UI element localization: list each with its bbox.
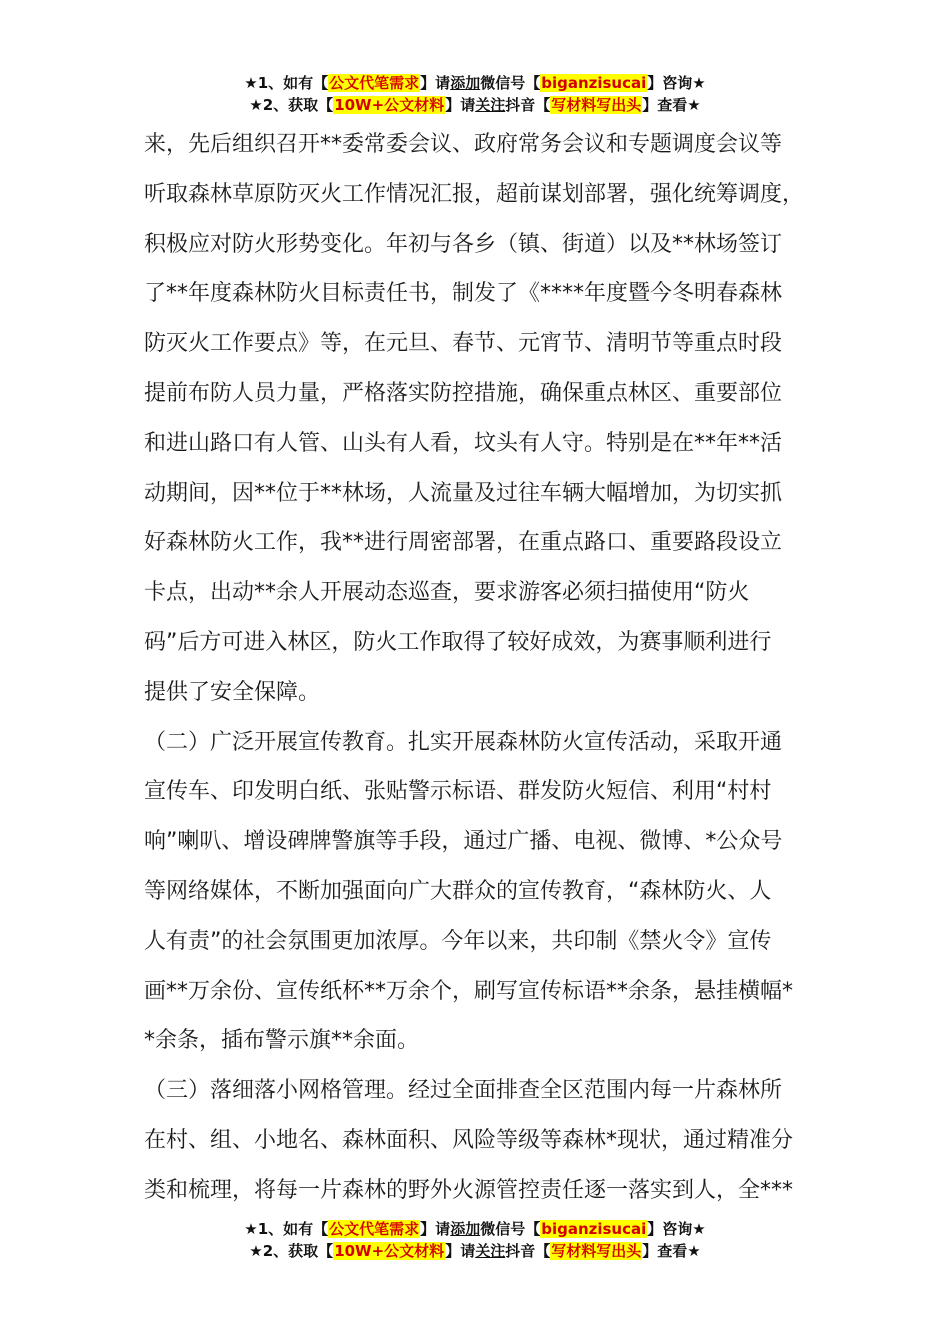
text-line: 卡点，出动**余人开展动态巡查，要求游客必须扫描使用“防火 <box>144 580 750 606</box>
text-line: 防灭火工作要点》等，在元旦、春节、元宵节、清明节等重点时段 <box>144 331 783 357</box>
text-line: 积极应对防火形势变化。年初与各乡（镇、街道）以及**林场签订 <box>144 231 783 257</box>
highlight-douyin-id: 写材料写出头 <box>551 1242 642 1260</box>
banner-line-2: ★2、获取【10W+公文材料】请关注抖音【写材料写出头】查看★ <box>249 1242 701 1260</box>
text-line: 宣传车、印发明白纸、张贴警示标语、群发防火短信、利用“村村 <box>144 779 772 805</box>
text-line: 了**年度森林防火目标责任书，制发了《****年度暨今冬明春森林 <box>144 281 783 307</box>
highlight-wechat-id: biganzisucai <box>541 1220 647 1238</box>
highlight-douyin-id: 写材料写出头 <box>551 96 642 114</box>
text-line: 画**万余份、宣传纸杯**万余个，刷写宣传标语**余条，悬挂横幅* <box>144 978 794 1004</box>
text-line: 和进山路口有人管、山头有人看，坟头有人守。特别是在**年**活 <box>144 430 783 456</box>
text-line: 提供了安全保障。 <box>144 679 321 705</box>
text-line: 动期间，因**位于**林场，人流量及过往车辆大幅增加，为切实抓 <box>144 480 783 506</box>
document-body <box>144 120 834 1216</box>
highlight-wechat-id: biganzisucai <box>541 74 647 92</box>
banner-line-1: ★1、如有【公文代笔需求】请添加微信号【biganzisucai】咨询★ <box>244 1220 706 1238</box>
text-line: 来，先后组织召开**委常委会议、政府常务会议和专题调度会议等 <box>144 132 783 157</box>
footer-banner <box>0 1218 950 1262</box>
text-line: 提前布防人员力量，严格落实防控措施，确保重点林区、重要部位 <box>144 380 783 406</box>
text-line: 好森林防火工作，我**进行周密部署，在重点路口、重要路段设立 <box>144 530 783 556</box>
section-heading-2: （二）广泛开展宣传教育。扎实开展森林防火宣传活动，采取开通 <box>144 729 783 755</box>
text-line: 类和梳理，将每一片森林的野外火源管控责任逐一落实到人，全*** <box>144 1177 794 1203</box>
text-line: 响”喇叭、增设碑牌警旗等手段，通过广播、电视、微博、*公众号 <box>144 829 783 855</box>
text-line: *余条，插布警示旗**余面。 <box>144 1028 420 1054</box>
highlight-materials: 10W+公文材料 <box>334 96 445 114</box>
text-line: 码”后方可进入林区，防火工作取得了较好成效，为赛事顺利进行 <box>144 629 772 655</box>
highlight-materials: 10W+公文材料 <box>334 1242 445 1260</box>
text-line: 等网络媒体，不断加强面向广大群众的宣传教育，“森林防火、人 <box>144 878 772 904</box>
section-heading-3: （三）落细落小网格管理。经过全面排查全区范围内每一片森林所 <box>144 1078 783 1104</box>
highlight-service: 公文代笔需求 <box>329 1220 420 1238</box>
text-line: 在村、组、小地名、森林面积、风险等级等森林*现状，通过精准分 <box>144 1127 794 1153</box>
text-line: 听取森林草原防灭火工作情况汇报，超前谋划部署，强化统筹调度， <box>144 181 805 207</box>
header-banner <box>0 72 950 116</box>
highlight-service: 公文代笔需求 <box>329 74 420 92</box>
banner-line-2: ★2、获取【10W+公文材料】请关注抖音【写材料写出头】查看★ <box>249 96 701 114</box>
text-line: 人有责”的社会氛围更加浓厚。今年以来，共印制《禁火令》宣传 <box>144 928 772 954</box>
banner-line-1: ★1、如有【公文代笔需求】请添加微信号【biganzisucai】咨询★ <box>244 74 706 92</box>
